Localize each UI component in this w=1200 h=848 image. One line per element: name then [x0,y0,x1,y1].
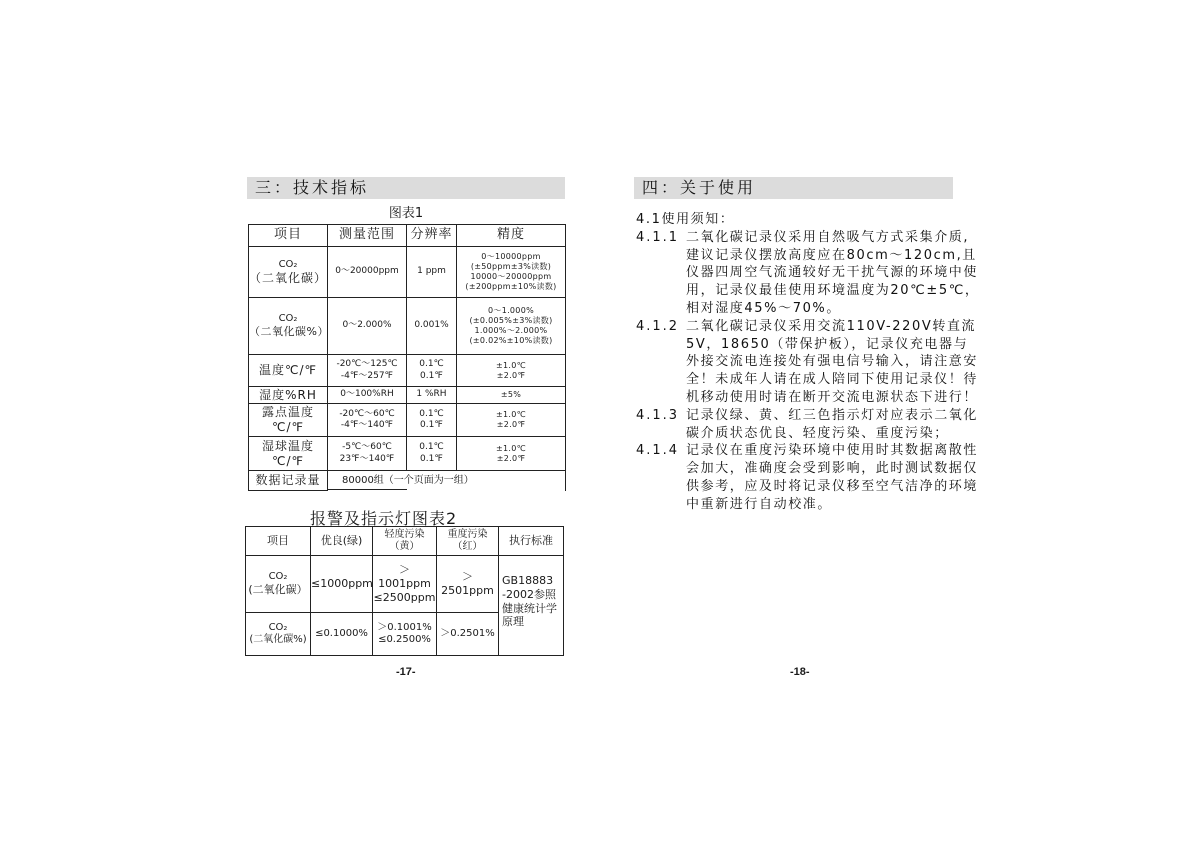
standard-line: GB18883 [502,574,554,587]
range-line: -20℃～60℃ [339,408,395,419]
record-label: 数据记录量 [249,471,328,491]
light-line: ＞1001ppm [378,563,431,591]
range-line: -4℉～140℉ [340,420,394,430]
section-title-usage: 四：关于使用 [634,177,953,199]
item-name-sub: （二氧化碳） [249,270,328,285]
accuracy-line: 1.000%～2.000% [474,326,548,335]
accuracy-line: ±2.0℉ [496,370,526,380]
header-heavy-color: （红） [452,541,483,552]
range-value: 0～2.000% [328,298,407,355]
table1-caption: 图表1 [388,206,424,221]
item-name-sub: (二氧化碳%) [249,633,307,645]
usage-intro: 4.1使用须知： [636,212,735,227]
item-name-sub: (二氧化碳） [248,583,308,597]
header-light-color: （黄） [389,541,420,552]
usage-item-text: 记录仪绿、黄、红三色指示灯对应表示二氧化碳介质状态优良、轻度污染、重度污染； [686,407,979,441]
accuracy-line: ±2.0℉ [496,420,526,429]
resolution-line: 0.1℃ [419,408,444,419]
accuracy-line: (±50ppm±3%读数) [470,262,552,271]
usage-notes [636,211,981,514]
standard-line: -2002参照 [502,587,556,601]
resolution-value: 1 %RH [407,387,457,404]
range-line: -4℉～257℉ [340,370,394,381]
range-value: 0～100%RH [328,387,407,404]
usage-item-text: 二氧化碳记录仪采用自然吸气方式采集介质,建议记录仪摆放高度应在80cm～120cm,且仪器四周空气流通较好无干扰气源的环境中使用，记录仪最佳使用环境温度为20℃±5℃，相对湿度45%～70%。 [686,229,980,316]
good-value: ≤1000ppm [311,556,373,613]
item-name: CO₂ [278,258,298,270]
usage-item-text: 记录仪在重度污染环境中使用时其数据离散性会加大，准确度会受到影响，此时测试数据仅供参考，应及时将记录仪移至空气洁净的环境中重新进行自动校准。 [686,443,979,512]
item-name: 湿度%RH [249,387,328,404]
heavy-value: ＞2501ppm [437,556,499,613]
range-value: 0～20000ppm [328,247,407,298]
range-line: -20℃～125℃ [336,359,398,370]
table-row [249,437,566,471]
usage-item [636,442,981,513]
resolution-line: 0.1℃ [419,359,444,370]
header-light: 轻度污染 [384,529,425,540]
range-line: -5℃～60℃ [342,442,392,453]
standard-line: 原理 [502,615,524,629]
item-name: 温度℃/℉ [249,355,328,387]
light-line: ≤0.2500% [378,634,431,645]
range-line: 23℉～140℉ [339,453,395,464]
accuracy-line: 10000～20000ppm [470,272,552,281]
accuracy-line: 0～1.000% [488,306,534,315]
item-name-sub: （二氧化碳%） [249,325,329,339]
record-row [249,471,566,491]
table-row [249,247,566,298]
accuracy-line: 0～10000ppm [481,252,541,261]
resolution-line: 0.1℉ [420,370,443,381]
resolution-value: 1 ppm [407,247,457,298]
page-number-right: -18- [790,666,810,678]
accuracy-line: ±2.0℉ [496,453,526,463]
header-range: 测量范围 [328,225,407,247]
table-row [249,298,566,355]
header-item: 项目 [246,527,311,556]
header-standard: 执行标准 [499,527,564,556]
table2-title: 报警及指示灯图表2 [310,509,458,528]
item-name: 露点温度 [261,405,314,419]
usage-item-number: 4.1.1 [636,229,680,245]
heavy-value: ＞0.2501% [437,613,499,656]
spec-table-header [249,225,566,247]
table-row [246,556,564,613]
accuracy-line: ±1.0℃ [496,410,526,419]
accuracy-line: ±1.0℃ [496,443,526,453]
light-line: ≤2500ppm [373,590,436,604]
accuracy-line: (±0.005%±3%读数) [469,316,553,325]
alarm-table [245,526,564,656]
alarm-table-header [246,527,564,556]
item-name: CO₂ [278,313,298,325]
header-accuracy: 精度 [457,225,566,247]
table-row [249,355,566,387]
good-value: ≤0.1000% [311,613,373,656]
usage-item [636,318,981,407]
standard-line: 健康统计学 [502,601,557,615]
usage-item-number: 4.1.2 [636,318,680,334]
usage-item-text: 二氧化碳记录仪采用交流110V-220V转直流5V，18650（带保护板），记录仪充电器与外接交流电连接处有强电信号输入，请注意安全！未成年人请在成人陪同下使用记录仪！待机移动使用时请在断开交流电源状态下进行！ [686,318,979,405]
section-title-specs: 三：技术指标 [247,177,565,199]
item-name-sub: ℃/℉ [272,453,304,468]
resolution-value: 0.001% [407,298,457,355]
header-heavy: 重度污染 [447,529,488,540]
usage-item [636,407,981,443]
item-name: CO₂ [268,571,288,583]
record-value: 80000组（一个页面为一组） [328,471,566,491]
record-row-partial-border [327,489,407,490]
resolution-line: 0.1℃ [419,442,444,453]
table-row [249,404,566,437]
item-name: 湿球温度 [261,438,314,453]
page-number-left: -17- [396,666,416,678]
spec-table [248,224,566,491]
table-row [249,387,566,404]
accuracy-line: (±200ppm±10%读数) [465,282,557,291]
accuracy-line: ±1.0℃ [496,360,526,370]
header-resolution: 分辨率 [407,225,457,247]
item-name: CO₂ [268,621,288,633]
resolution-line: 0.1℉ [420,453,443,464]
resolution-line: 0.1℉ [420,420,443,430]
light-line: ＞0.1001% [377,621,432,633]
usage-item-number: 4.1.4 [636,443,680,459]
usage-item-number: 4.1.3 [636,407,680,423]
header-good: 优良(绿) [311,527,373,556]
accuracy-value: ±5% [457,387,566,404]
accuracy-line: (±0.02%±10%读数) [469,336,553,345]
header-item: 项目 [249,225,328,247]
item-name-sub: ℃/℉ [272,420,304,434]
usage-item [636,229,981,318]
